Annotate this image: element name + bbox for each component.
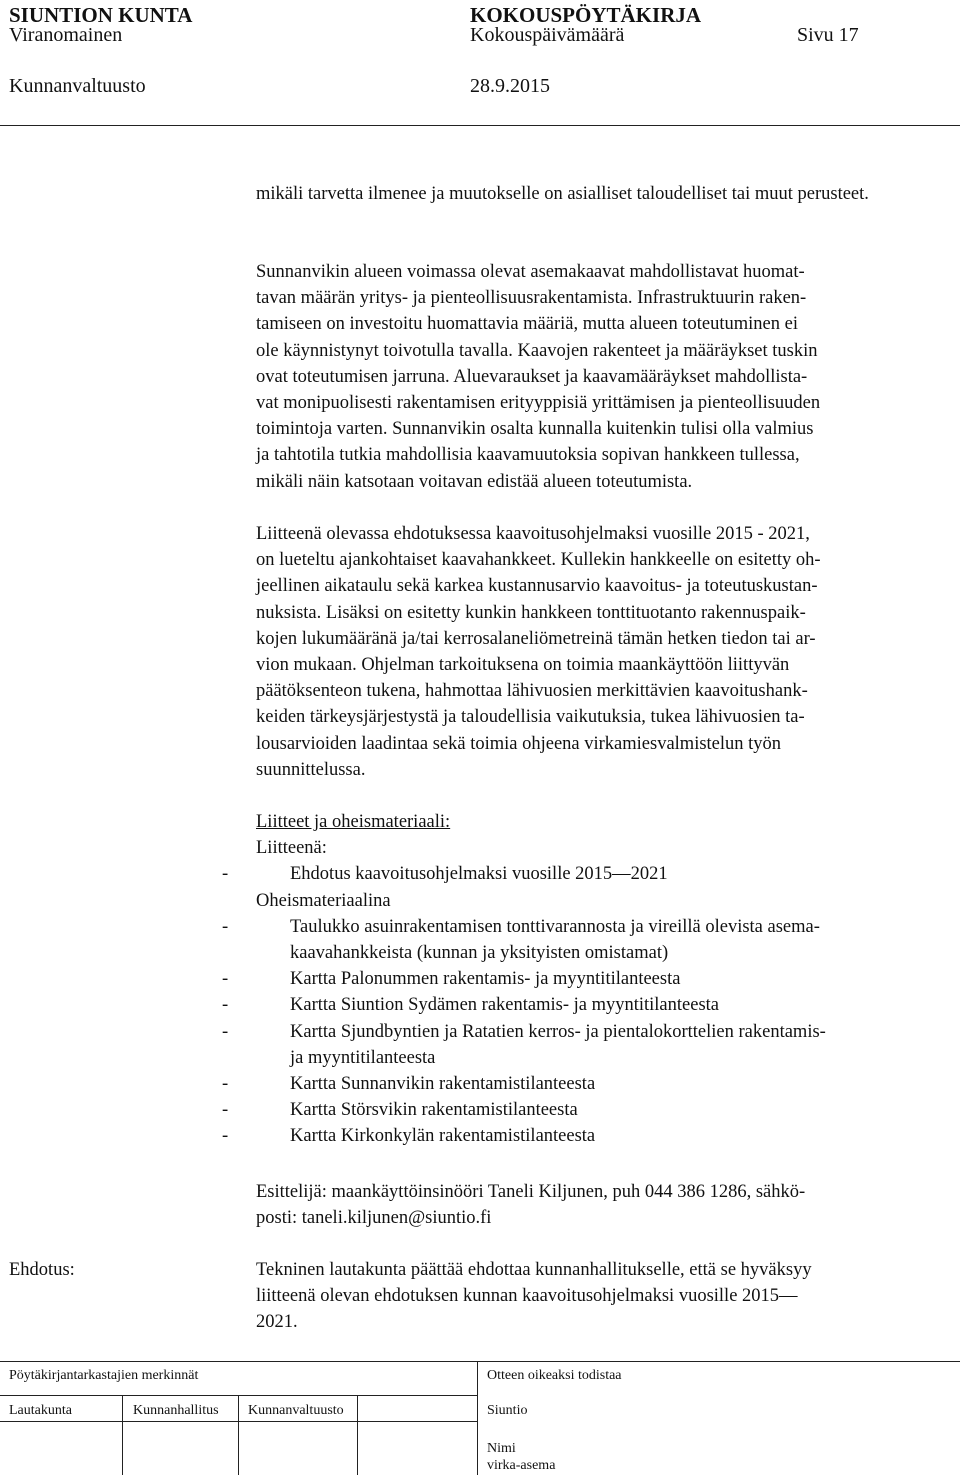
- supplementary-item: - Kartta Palonummen rakentamis- ja myyntitilanteesta: [222, 969, 681, 990]
- supplementary-item: - Kartta Siuntion Sydämen rakentamis- ja myyntitilanteesta: [222, 995, 719, 1016]
- supplementary-item: - Kartta Sjundbyntien ja Ratatien kerros- ja pientalokorttelien rakentamis- ja myyntitilanteesta: [222, 1021, 826, 1068]
- text-line: Tekninen lautakunta päättää ehdottaa kunnanhallitukselle, että se hyväksyy: [256, 1260, 812, 1280]
- attachment-item: - Ehdotus kaavoitusohjelmaksi vuosille 2015—2021: [222, 864, 668, 885]
- footer-col-executive: Kunnanhallitus: [133, 1403, 219, 1418]
- text-line: liitteenä olevan ehdotuksen kunnan kaavoitusohjelmaksi vuosille 2015—: [256, 1286, 798, 1307]
- paragraph-program: [256, 521, 956, 783]
- attachment-label: Liitteenä:: [256, 838, 327, 859]
- footer-position-label: virka-asema: [487, 1458, 556, 1473]
- paragraph-sunnanvik: [256, 259, 956, 495]
- text-line: toimintoja varten. Sunnanvikin osalta kunnalla kuitenkin tulisi olla valmius: [256, 419, 814, 440]
- footer-col-board: Lautakunta: [9, 1403, 72, 1418]
- header-divider: [0, 125, 960, 126]
- text-line: Esittelijä: maankäyttöinsinööri Taneli Kiljunen, puh 044 386 1286, sähkö-: [256, 1182, 806, 1202]
- date-label: Kokouspäivämäärä: [470, 24, 625, 46]
- footer-row-line: [0, 1421, 478, 1422]
- org-name: SIUNTION KUNTA: [9, 3, 193, 27]
- footer-place: Siuntio: [487, 1403, 528, 1418]
- paragraph-text: mikäli tarvetta ilmenee ja muutokselle on asialliset taloudelliset tai muut perusteet.: [256, 184, 869, 204]
- attachments-section: [222, 809, 956, 1150]
- footer-name-label: Nimi: [487, 1441, 516, 1456]
- proposal-label: Ehdotus:: [9, 1260, 75, 1280]
- footer-col-council: Kunnanvaltuusto: [248, 1403, 344, 1418]
- footer-center-divider: [477, 1361, 478, 1475]
- text-line: keiden tärkeysjärjestystä ja taloudellisia vaikutuksia, tukea lähivuosien ta-: [256, 707, 805, 728]
- footer-col-divider: [357, 1395, 358, 1475]
- text-line: vion mukaan. Ohjelman tarkoituksena on toimia maankäyttöön liittyvän: [256, 655, 790, 676]
- footer-col-divider: [238, 1395, 239, 1475]
- authority-name: Kunnanvaltuusto: [9, 75, 146, 97]
- paragraph-intro: [256, 181, 956, 207]
- text-line: mikäli näin katsotaan voitavan edistää alueen toteutumista.: [256, 471, 693, 492]
- text-line: tamiseen on investoitu huomattavia määriä, mutta alueen toteutuminen ei: [256, 314, 798, 335]
- document-type: KOKOUSPÖYTÄKIRJA: [470, 3, 702, 27]
- text-line: kojen lukumääränä ja/tai kerrosalaneliömetreinä tämän hetken tiedon tai ar-: [256, 628, 816, 649]
- text-line: suunnittelussa.: [256, 759, 366, 780]
- presenter-info: [256, 1179, 956, 1231]
- text-line: päätöksenteon tukena, hahmottaa lähivuosien merkittävien kaavoitushank-: [256, 681, 808, 702]
- supplementary-label: Oheismateriaalina: [256, 890, 391, 911]
- page-number: Sivu 17: [797, 24, 859, 46]
- text-line: jeellinen aikataulu sekä karkea kustannusarvio kaavoitus- ja toteutuskustan-: [256, 576, 818, 597]
- text-line: lousarvioiden laadintaa sekä toimia ohjeena virkamiesvalmistelun työn: [256, 733, 782, 754]
- footer-divider: [0, 1361, 960, 1362]
- copy-certifier-title: Otteen oikeaksi todistaa: [487, 1368, 622, 1383]
- supplementary-item: - Kartta Kirkonkylän rakentamistilanteesta: [222, 1126, 596, 1147]
- supplementary-item: - Kartta Sunnanvikin rakentamistilanteesta: [222, 1074, 596, 1095]
- footer-row-line: [0, 1395, 478, 1396]
- footer-col-divider: [122, 1395, 123, 1475]
- text-line: Sunnanvikin alueen voimassa olevat asemakaavat mahdollistavat huomat-: [256, 262, 805, 282]
- text-line: tavan määrän yritys- ja pienteollisuusrakentamista. Infrastruktuurin raken-: [256, 288, 807, 309]
- text-line: vat monipuolisesti rakentamisen erityyppisiä yrittämisen ja pienteollisuuden: [256, 393, 821, 414]
- text-line: on lueteltu ajankohtaiset kaavahankkeet. Kullekin hankkeelle on esitetty oh-: [256, 550, 821, 571]
- text-line: 2021.: [256, 1312, 298, 1333]
- authority-label: Viranomainen: [9, 24, 123, 46]
- text-line: ovat toteutumisen jarruna. Aluevaraukset ja kaavamääräykset mahdollista-: [256, 366, 808, 387]
- supplementary-item: - Kartta Störsvikin rakentamistilanteesta: [222, 1100, 578, 1121]
- text-line: ja tahtotila tutkia mahdollisia kaavamuutoksia sopivan hankkeen tullessa,: [256, 445, 800, 466]
- proposal-text: [256, 1257, 956, 1336]
- text-line: Liitteenä olevassa ehdotuksessa kaavoitusohjelmaksi vuosille 2015 - 2021,: [256, 524, 810, 544]
- text-line: nuksista. Lisäksi on esitetty kunkin hankkeen tonttituotanto rakennuspaik-: [256, 602, 806, 623]
- attachments-heading: Liitteet ja oheismateriaali:: [256, 812, 451, 832]
- supplementary-item: - Taulukko asuinrakentamisen tonttivarannosta ja vireillä olevista asema- kaavahankkeista (kunnan ja yksityisten omistamat): [222, 916, 820, 964]
- meeting-date: 28.9.2015: [470, 75, 550, 97]
- text-line: ole käynnistynyt toivotulla tavalla. Kaavojen rakenteet ja määräykset tuskin: [256, 340, 818, 361]
- checkers-title: Pöytäkirjantarkastajien merkinnät: [9, 1368, 199, 1383]
- text-line: posti: taneli.kiljunen@siuntio.fi: [256, 1208, 492, 1229]
